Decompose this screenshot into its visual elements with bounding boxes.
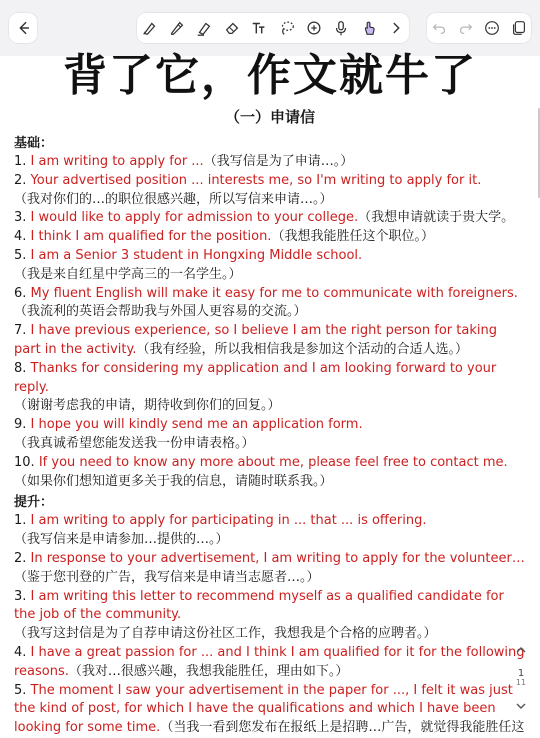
finger-touch-icon[interactable] xyxy=(359,18,379,38)
document-actions xyxy=(426,12,532,44)
more-icon[interactable] xyxy=(482,18,502,38)
list-item: 3. I would like to apply for admission to your college.（我想申请就读于贵大学。 xyxy=(14,210,515,226)
english-sentence: I have previous experience, so I believe I am the right person for taking part in the activity. xyxy=(14,323,497,357)
english-sentence: If you need to know any more about me, please feel free to contact me. xyxy=(38,454,508,470)
lasso-pen-icon[interactable] xyxy=(140,18,160,38)
chinese-translation: （我真诚希望您能发送我一份申请表格。） xyxy=(14,435,255,451)
list-item: 3. I am writing this letter to recommend myself as a qualified candidate for the job of the community. （我写这封信是为了自荐申请这份社区工作，我想我是个合格的应聘者。） xyxy=(14,588,526,644)
list-item: 10. If you need to know any more about me, please feel free to contact me. （如果你们想知道更多关于我的信息，请随时联系我。） xyxy=(14,454,526,492)
back-arrow-icon xyxy=(13,18,33,38)
page-title: 背了它，作文就牛了 xyxy=(63,50,477,101)
add-shape-icon[interactable] xyxy=(304,18,324,38)
page-subtitle: （一）申请信 xyxy=(224,108,315,126)
list-item: 9. I hope you will kindly send me an application form. （我真诚希望您能发送我一份申请表格。） xyxy=(14,416,526,454)
highlighter-icon[interactable] xyxy=(194,18,214,38)
list-item: 4. I think I am qualified for the position.（我想我能胜任这个职位。） xyxy=(14,229,434,245)
list-item: 7. I have previous experience, so I believe I am the right person for taking part in the activity.（我有经验，所以我相信我是参加这个活动的合适人选。） xyxy=(14,323,497,357)
total-pages: 11 xyxy=(515,678,527,687)
chinese-translation: （如果你们想知道更多关于我的信息，请随时联系我。） xyxy=(14,473,333,489)
current-page: 1 xyxy=(517,668,525,679)
chinese-translation: （当我一看到您发布在报纸上是招聘…广告，就觉得我能胜任这 xyxy=(160,720,525,736)
chinese-translation: （鉴于您刊登的广告，我写信来是申请当志愿者…。） xyxy=(14,569,320,585)
chinese-translation: （我想我能胜任这个职位。） xyxy=(271,229,434,245)
microphone-icon[interactable] xyxy=(331,18,351,38)
eraser-icon[interactable] xyxy=(222,18,242,38)
chinese-translation: （我对…很感兴趣，我想我能胜任，理由如下。） xyxy=(68,663,349,679)
list-item: 2. Your advertised position ... interests me, so I'm writing to apply for it. （我对你们的…的职位很感兴趣，所以写信来申请…。） xyxy=(14,172,526,210)
list-item: 1. I am writing to apply for participating in ... that ... is offering. （我写信来是申请参加…提供的…。） xyxy=(14,512,526,550)
english-sentence: I am a Senior 3 student in Hongxing Middle school. xyxy=(30,247,363,263)
list-item: 8. Thanks for considering my application and I am looking forward to your reply. （谢谢考虑我的申请，期待收到你们的回复。） xyxy=(14,360,526,416)
list-item: 5. I am a Senior 3 student in Hongxing Middle school. （我是来自红星中学高三的一名学生。） xyxy=(14,247,526,285)
english-sentence: In response to your advertisement, I am writing to apply for the volunteer… xyxy=(30,550,525,566)
chinese-translation: （我有经验，所以我相信我是参加这个活动的合适人选。） xyxy=(136,341,468,357)
pages-icon[interactable] xyxy=(509,18,529,38)
english-sentence: I hope you will kindly send me an application form. xyxy=(30,417,363,433)
chinese-translation: （我想申请就读于贵大学。 xyxy=(358,210,515,226)
english-sentence: Your advertised position ... interests me, so I'm writing to apply for it. xyxy=(30,172,482,188)
chinese-translation: （我写信是为了申请…。） xyxy=(203,154,354,169)
chinese-translation: （我写这封信是为了自荐申请这份社区工作，我想我是个合格的应聘者。） xyxy=(14,626,437,642)
chinese-translation: （谢谢考虑我的申请，期待收到你们的回复。） xyxy=(14,398,281,414)
page-navigator xyxy=(508,640,534,716)
pen-icon[interactable] xyxy=(167,18,187,38)
list-item: 5. The moment I saw your advertisement in the paper for ..., I felt it was just the kind of post, for which I have the qualifications and which I have been looking for some time.（当我一看到您发布在报纸上是招聘…广告，就觉得我能胜任这 xyxy=(14,682,525,736)
undo-icon[interactable] xyxy=(429,18,449,38)
chinese-translation: （我写信来是申请参加…提供的…。） xyxy=(14,532,229,548)
chevron-right-icon[interactable] xyxy=(386,18,406,38)
text-tool-icon[interactable] xyxy=(249,18,269,38)
list-item: 4. I have a great passion for ... and I think I am qualified for it for the following reasons.（我对…很感兴趣，我想我能胜任，理由如下。） xyxy=(14,644,525,679)
english-sentence: My fluent English will make it easy for me to communicate with foreigners. xyxy=(30,285,518,301)
english-sentence: Thanks for considering my application and I am looking forward to your reply. xyxy=(14,360,497,395)
english-sentence: The moment I saw your advertisement in the paper for ..., I felt it was just the kind of post, for which I have the qualifications and which I have been looking for some time. xyxy=(14,682,513,736)
english-sentence: I have a great passion for ... and I think I am qualified for it for the following reasons. xyxy=(14,644,525,679)
english-sentence: I would like to apply for admission to your college. xyxy=(30,210,359,226)
document-page[interactable] xyxy=(0,48,540,736)
chevron-up-icon[interactable] xyxy=(511,640,531,660)
list-item: 2. In response to your advertisement, I am writing to apply for the volunteer… （鉴于您刊登的广告，我写信来是申请当志愿者…。） xyxy=(14,550,526,588)
redo-icon[interactable] xyxy=(456,18,476,38)
section-advanced: 提升： xyxy=(14,495,54,511)
chinese-translation: （我流利的英语会帮助我与外国人更容易的交流。） xyxy=(14,304,307,320)
sentence-list xyxy=(0,128,540,738)
back-button[interactable] xyxy=(8,12,38,44)
english-sentence: I am writing to apply for ... xyxy=(30,154,204,169)
list-item: 1. I am writing to apply for ...（我写信是为了申请…。） xyxy=(14,154,354,169)
english-sentence: I am writing to apply for participating in ... that ... is offering. xyxy=(30,513,427,529)
chinese-translation: （我对你们的…的职位很感兴趣，所以写信来申请…。） xyxy=(14,191,333,207)
english-sentence: I think I am qualified for the position. xyxy=(30,229,272,245)
chevron-down-icon[interactable] xyxy=(511,696,531,716)
lasso-select-icon[interactable] xyxy=(277,18,297,38)
english-sentence: I am writing this letter to recommend myself as a qualified candidate for the job of the community. xyxy=(14,588,504,623)
list-item: 6. My fluent English will make it easy for me to communicate with foreigners. （我流利的英语会帮助我与外国人更容易的交流。） xyxy=(14,285,526,323)
section-basic: 基础： xyxy=(14,136,54,151)
chinese-translation: （我是来自红星中学高三的一名学生。） xyxy=(14,266,242,282)
drawing-tools xyxy=(136,12,410,44)
